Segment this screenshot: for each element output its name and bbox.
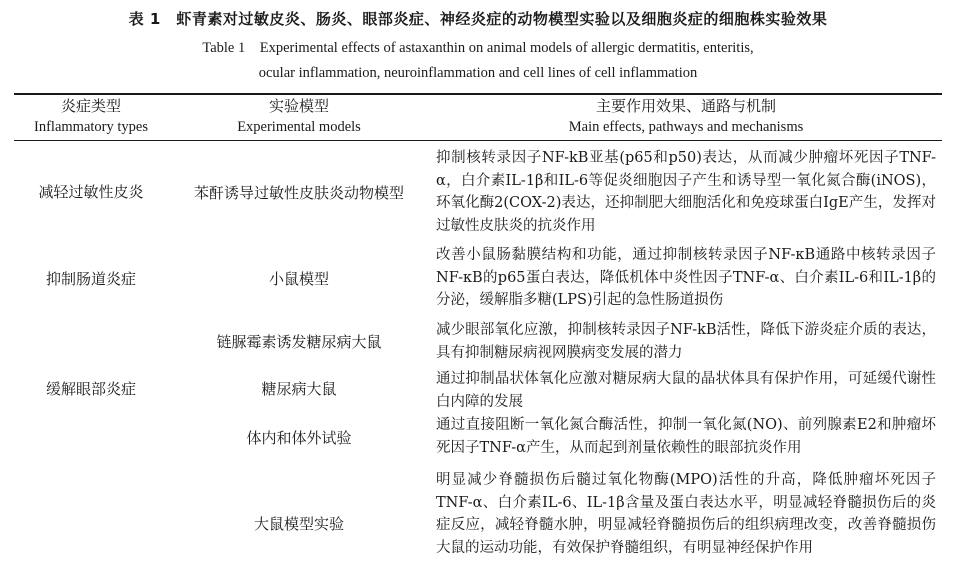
row-model: 链脲霉素诱发糖尿病大鼠 [216, 333, 382, 351]
group-label-allergic-dermatitis: 减轻过敏性皮炎 [38, 183, 144, 201]
group-label-ocular-inflammation: 缓解眼部炎症 [45, 380, 136, 398]
header-inflammatory-types [14, 96, 168, 138]
row-effect: 通过抑制晶状体氧化应激对糖尿病大鼠的晶状体具有保护作用，可延缓代谢性白内障的发展 [436, 371, 936, 410]
header-col1-cn: 炎症类型 [60, 97, 121, 115]
row-model: 小鼠模型 [268, 270, 329, 288]
row-model: 大鼠模型实验 [253, 515, 344, 533]
table-title-cn: 表 1 虾青素对过敏皮炎、肠炎、眼部炎症、神经炎症的动物模型实验以及细胞炎症的细胞株实验效果 [128, 10, 828, 28]
header-col3-en: Main effects, pathways and mechanisms [568, 119, 804, 135]
header-col2-cn: 实验模型 [268, 97, 329, 115]
header-col3-cn: 主要作用效果、通路与机制 [595, 97, 776, 115]
table-top-rule [14, 93, 942, 95]
row-model: 糖尿病大鼠 [261, 380, 337, 398]
row-effect: 明显减少脊髓损伤后髓过氧化物酶(MPO)活性的升高，降低肿瘤坏死因子TNF-α、白介素IL-6、IL-1β含量及蛋白表达水平，明显减轻脊髓损伤后的炎症反应，减轻脊髓水肿，明显减轻脊髓损伤后的组织病理改变，改善脊髓损伤大鼠的运动功能，有效保护脊髓组织，有明显神经保护作用 [436, 472, 936, 556]
row-effect: 抑制核转录因子NF-kB亚基(p65和p50)表达，从而减少肿瘤坏死因子TNF-α，白介素IL-1β和IL-6等促炎细胞因子产生和诱导型一氧化氮合酶(iNOS)，环氧化酶2(COX-2)表达，还抑制肥大细胞活化和免疫球蛋白IgE产生，发挥对过敏性皮肤炎的抗炎作用 [436, 150, 936, 234]
header-main-effects [436, 96, 936, 138]
table-title-en-line2: ocular inflammation, neuroinflammation and cell lines of cell inflammation [258, 65, 698, 81]
header-col2-en: Experimental models [237, 119, 361, 135]
header-col1-en: Inflammatory types [34, 119, 148, 135]
row-effect: 改善小鼠肠黏膜结构和功能，通过抑制核转录因子NF-κB通路中核转录因子NF-κB的p65蛋白表达，降低机体中炎性因子TNF-α、白介素IL-6和IL-1β的分泌，缓解脂多糖(LPS)引起的急性肠道损伤 [436, 247, 936, 308]
table-title-en-line1: Table 1 Experimental effects of astaxanthin on animal models of allergic dermatitis, enteritis, [202, 40, 754, 56]
row-effect: 减少眼部氧化应激，抑制核转录因子NF-kB活性，降低下游炎症介质的表达，具有抑制糖尿病视网膜病变发展的潜力 [436, 322, 936, 361]
row-model: 苯酐诱导过敏性皮肤炎动物模型 [193, 184, 404, 202]
row-effect: 通过直接阻断一氧化氮合酶活性，抑制一氧化氮(NO)、前列腺素E2和肿瘤坏死因子TNF-α产生，从而起到剂量依赖性的眼部抗炎作用 [436, 417, 936, 456]
header-experimental-models [170, 96, 428, 138]
group-label-enteritis: 抑制肠道炎症 [45, 270, 136, 288]
table-header-rule [14, 140, 942, 141]
row-model: 体内和体外试验 [246, 429, 352, 447]
